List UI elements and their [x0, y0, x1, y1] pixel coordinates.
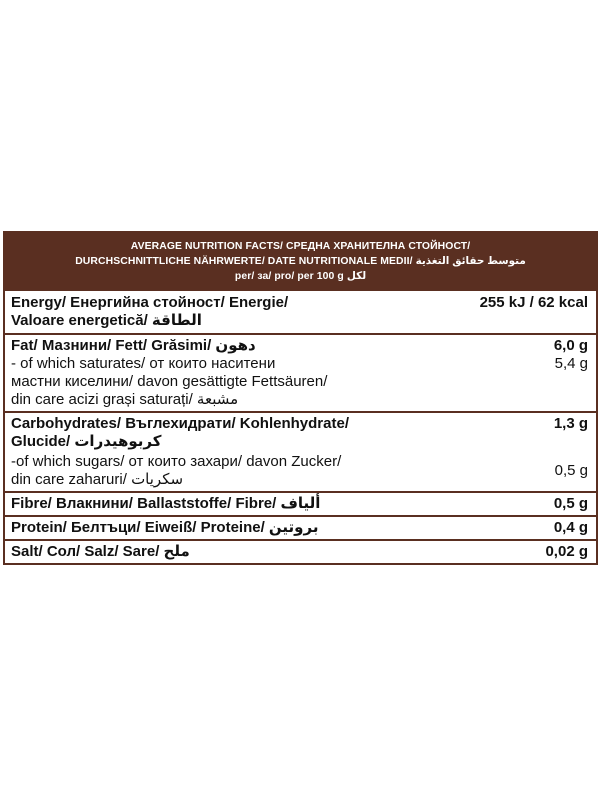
saturates-label-line2: мастни киселини/ davon gesättigte Fettsäuren/ — [11, 373, 328, 390]
header-subtitle-arabic: متوسط حقائق التغذية — [415, 256, 526, 267]
carbohydrates-main-line — [11, 415, 588, 433]
sugars-value: 0,5 g — [554, 462, 588, 479]
saturates-line — [11, 355, 588, 373]
protein-label: Protein/ Белтъци/ Eiweiß/ Proteine/ بروتين — [11, 519, 319, 536]
header-per-arabic: لكل — [346, 271, 367, 282]
header-per-text: per/ за/ pro/ per 100 g — [234, 271, 344, 282]
carbohydrates-label-line2: Glucide/ كربوهيدرات — [11, 433, 162, 450]
protein-row — [5, 515, 596, 539]
energy-value: 255 kJ / 62 kcal — [479, 294, 588, 311]
energy-label-line1: Energy/ Енергийна стойност/ Energie/ — [11, 294, 289, 311]
header-subtitle-line — [13, 254, 588, 269]
fat-main-line — [11, 337, 588, 355]
nutrition-label — [3, 231, 598, 565]
fibre-label: Fibre/ Влакнини/ Ballaststoffe/ Fibre/ ألياف — [11, 495, 321, 512]
salt-value: 0,02 g — [545, 543, 588, 560]
header-subtitle-text: DURCHSCHNITTLICHE NÄHRWERTE/ DATE NUTRITIONALE MEDII/ — [75, 256, 413, 267]
fat-value: 6,0 g — [553, 337, 588, 354]
carbohydrates-block — [11, 415, 588, 489]
header-title-line: AVERAGE NUTRITION FACTS/ СРЕДНА ХРАНИТЕЛНА СТОЙНОСТ/ — [130, 241, 471, 252]
salt-row — [5, 539, 596, 563]
sugars-line — [11, 453, 588, 489]
carbohydrates-row — [5, 411, 596, 491]
fibre-row — [5, 491, 596, 515]
energy-label — [11, 294, 470, 330]
header-per-line — [13, 269, 588, 284]
sugars-label — [11, 453, 341, 489]
fat-label: Fat/ Мазнини/ Fett/ Grăsimi/ دهون — [11, 337, 256, 354]
energy-label-line2: Valoare energetică/ الطاقة — [11, 312, 202, 329]
saturates-label-line3: din care acizi grași saturați/ مشبعة — [11, 391, 239, 408]
nutrition-header — [5, 233, 596, 289]
saturates-value: 5,4 g — [554, 355, 588, 372]
energy-row — [5, 289, 596, 333]
carbohydrates-value: 1,3 g — [553, 415, 588, 432]
fat-block — [11, 337, 588, 409]
sugars-label-line1: -of which sugars/ от които захари/ davon Zucker/ — [11, 453, 342, 470]
fibre-value: 0,5 g — [553, 495, 588, 512]
saturates-label-line1: - of which saturates/ от които наситени — [11, 355, 276, 372]
sugars-label-line2: din care zaharuri/ سكريات — [11, 471, 184, 488]
carbohydrates-label-line1: Carbohydrates/ Въглехидрати/ Kohlenhydrate/ — [11, 415, 349, 432]
fat-row — [5, 333, 596, 411]
protein-value: 0,4 g — [553, 519, 588, 536]
salt-label: Salt/ Сол/ Salz/ Sare/ ملح — [11, 543, 190, 560]
